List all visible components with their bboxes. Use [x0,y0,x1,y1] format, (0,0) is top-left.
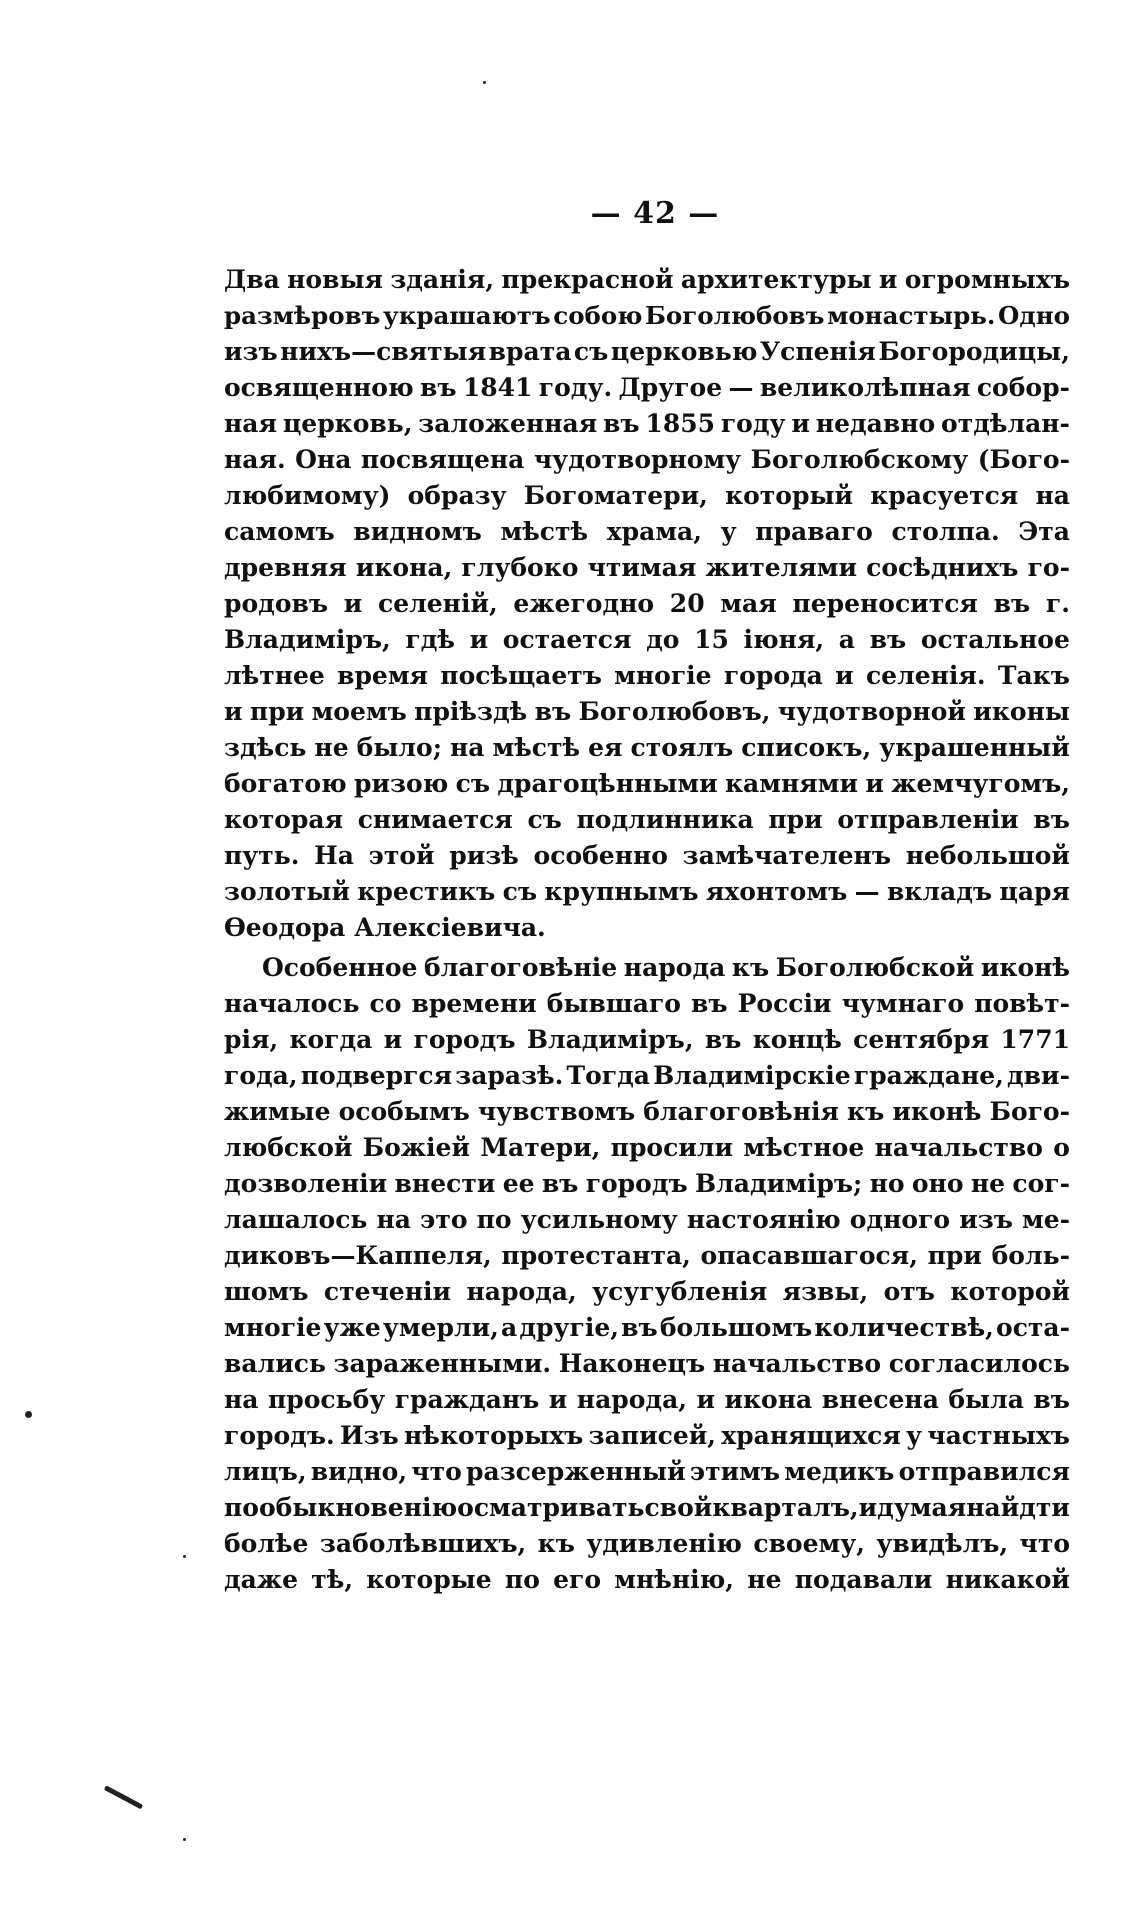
text-line: дозволеніи внести ее въ городъ Владиміръ; но оно не сог- [224,1169,1070,1198]
text-line: шомъ стеченіи народа, усугубленія язвы, отъ которой [224,1277,1070,1306]
print-mark [104,1785,143,1809]
text-line: родовъ и селеній, ежегодно 20 мая переносится въ г. [224,589,1070,618]
text-line: изъ нихъ—святыя врата съ церковью Успенія Богородицы, [224,337,1070,366]
text-line: рія, когда и городъ Владиміръ, въ концѣ сентября 1771 [224,1025,1070,1054]
text-line: любимому) образу Богоматери, который красуется на [224,481,1070,510]
text-line: которая снимается съ подлинника при отправленіи въ [224,805,1070,834]
text-line: Особенное благоговѣніе народа къ Боголюбской иконѣ [262,953,1070,982]
text-line: древняя икона, глубоко чтимая жителями сосѣднихъ го- [224,553,1070,582]
text-line: болѣе заболѣвшихъ, къ удивленію своему, увидѣлъ, что [224,1529,1070,1558]
text-line: золотый крестикъ съ крупнымъ яхонтомъ — вкладъ царя [224,877,1070,906]
text-line: Два новыя зданія, прекрасной архитектуры и огромныхъ [224,265,1070,294]
print-speck [25,1411,32,1418]
text-line: по обыкновенію осматривать свой кварталъ, и думая найдти [224,1493,1070,1522]
text-line: освященною въ 1841 году. Другое — великолѣпная собор- [224,373,1070,402]
text-line: даже тѣ, которые по его мнѣнію, не подавали никакой [224,1565,1070,1594]
text-line: Ѳеодора Алексіевича. [224,913,546,942]
print-speck [183,1838,186,1841]
text-line: вались зараженными. Наконецъ начальство согласилось [224,1349,1070,1378]
print-speck [483,81,486,84]
text-line: ная церковь, заложенная въ 1855 году и недавно отдѣлан- [224,409,1070,438]
text-line: размѣровъ украшаютъ собою Боголюбовъ монастырь. Одно [224,301,1070,330]
text-line: и при моемъ пріѣздѣ въ Боголюбовъ, чудотворной иконы [224,697,1070,726]
text-line: лашалось на это по усильному настоянію одного изъ ме- [224,1205,1070,1234]
text-line: года, подвергся заразѣ. Тогда Владимірскіе граждане, дви- [224,1061,1070,1090]
text-line: многіе уже умерли, а другіе, въ большомъ количествѣ, оста- [224,1313,1070,1342]
paragraph-1 [224,262,1070,946]
text-line: самомъ видномъ мѣстѣ храма, у праваго столпа. Эта [224,517,1070,546]
text-line: городъ. Изъ нѣкоторыхъ записей, хранящихся у частныхъ [224,1421,1070,1450]
text-line: здѣсь не было; на мѣстѣ ея стоялъ списокъ, украшенный [224,733,1070,762]
text-line: богатою ризою съ драгоцѣнными камнями и жемчугомъ, [224,769,1070,798]
text-line: на просьбу гражданъ и народа, и икона внесена была въ [224,1385,1070,1414]
text-line: Владиміръ, гдѣ и остается до 15 іюня, а въ остальное [224,625,1070,654]
print-speck [183,1555,186,1558]
text-line: любской Божіей Матери, просили мѣстное начальство о [224,1133,1070,1162]
text-line: лицъ, видно, что разсерженный этимъ медикъ отправился [224,1457,1070,1486]
text-line: жимые особымъ чувствомъ благоговѣнія къ иконѣ Бого- [224,1097,1070,1126]
text-line: путь. На этой ризѣ особенно замѣчателенъ небольшой [224,841,1070,870]
text-line: диковъ—Каппеля, протестанта, опасавшагося, при боль- [224,1241,1070,1270]
paragraph-2 [224,950,1070,1598]
text-line: ная. Она посвящена чудотворному Боголюбскому (Бого- [224,445,1070,474]
text-line: началось со времени бывшаго въ Россіи чумнаго повѣт- [224,989,1070,1018]
page-number: — 42 — [590,196,720,231]
text-line: лѣтнее время посѣщаетъ многіе города и селенія. Такъ [224,661,1070,690]
